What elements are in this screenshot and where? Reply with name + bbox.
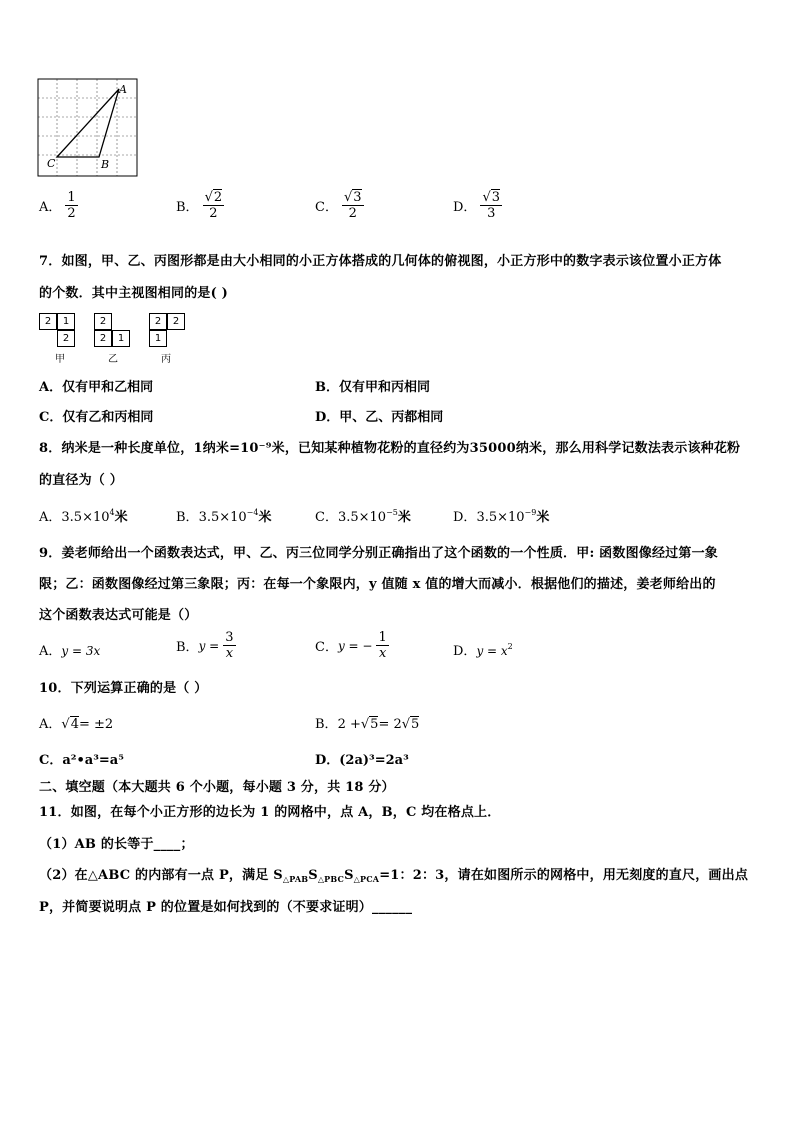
q6-option-d-letter: D． bbox=[453, 200, 477, 215]
q8-c-exponent: −5 bbox=[386, 508, 398, 517]
q9-option-a[interactable] bbox=[39, 640, 100, 659]
q6-option-d[interactable] bbox=[453, 190, 502, 221]
view-yi-cell-3: 1 bbox=[112, 330, 130, 347]
q6-option-a-fraction bbox=[65, 190, 77, 221]
q10-a-sqrt-sign: √ bbox=[61, 717, 70, 732]
q8-option-a[interactable] bbox=[39, 506, 128, 525]
q11-sub-2-s-letter-3: S bbox=[344, 868, 354, 883]
view-jia-cell-1: 2 bbox=[39, 313, 57, 330]
q8-a-letter: A． bbox=[39, 510, 62, 525]
q10-stem: 10．下列运算正确的是（ ） bbox=[39, 681, 208, 696]
q7-option-a[interactable]: A．仅有甲和乙相同 bbox=[39, 380, 154, 395]
q6-c-denominator: 2 bbox=[348, 206, 357, 221]
q8-c-unit: 米 bbox=[397, 510, 411, 525]
q11-sub-2-s1: △PAB bbox=[282, 874, 309, 884]
q8-d-exponent: −9 bbox=[524, 508, 537, 517]
q10-option-a[interactable] bbox=[39, 713, 113, 732]
q8-stem-line-1: 8．纳米是一种长度单位，1纳米=10⁻⁹米，已知某种植物花粉的直径约为35000纳米，那么用科学记数法表示该种花粉 bbox=[39, 441, 741, 456]
q6-option-c[interactable] bbox=[315, 190, 364, 221]
view-bing-caption: 丙 bbox=[161, 354, 171, 365]
q6-b-radicand: 2 bbox=[213, 190, 223, 205]
q10-a-radicand: 4 bbox=[70, 717, 79, 732]
q8-d-letter: D． bbox=[453, 510, 477, 525]
q9-b-lhs: y = bbox=[198, 638, 220, 653]
q8-a-base: 3.5×10 bbox=[61, 510, 110, 525]
q8-d-unit: 米 bbox=[536, 510, 550, 525]
q9-c-denominator: x bbox=[378, 646, 387, 661]
q6-b-numerator: √2 bbox=[204, 190, 223, 205]
q9-d-lhs: y = x bbox=[476, 644, 508, 658]
q9-a-expression: y = 3x bbox=[61, 644, 101, 658]
q8-option-b[interactable] bbox=[176, 506, 271, 525]
q11-sub-2 bbox=[39, 864, 748, 884]
q11-stem-line-1: 11．如图，在每个小正方形的边长为 1 的网格中，点 A，B，C 均在格点上． bbox=[39, 805, 501, 820]
q10-b-sqrt-sign: √ bbox=[360, 717, 370, 732]
q10-b-radicand: 5 bbox=[370, 717, 379, 732]
q11-sub-2-pre: （2）在△ABC 的内部有一点 P，满足 S bbox=[39, 868, 283, 883]
q10-option-d[interactable]: D．(2a)³=2a³ bbox=[315, 753, 409, 768]
q11-sub-2-s3: △PCA bbox=[353, 874, 380, 884]
q6-option-a[interactable] bbox=[39, 190, 78, 221]
q9-c-fraction bbox=[376, 630, 388, 661]
q6-option-c-letter: C． bbox=[315, 200, 338, 215]
q6-a-numerator: 1 bbox=[67, 190, 76, 205]
q9-stem-line-1: 9．姜老师给出一个函数表达式，甲、乙、丙三位同学分别正确指出了这个函数的一个性质．甲: 函数图像经过第一象 bbox=[39, 546, 718, 561]
view-jia-cell-3: 2 bbox=[57, 330, 75, 347]
q11-sub-1: （1）AB 的长等于____； bbox=[39, 837, 194, 852]
q8-option-d[interactable] bbox=[453, 506, 549, 525]
q7-stem-line-1: 7．如图，甲、乙、丙图形都是由大小相同的小正方体搭成的几何体的俯视图，小正方形中的数字表示该位置小正方体 bbox=[39, 254, 722, 269]
q10-b-mid: = 2 bbox=[378, 717, 402, 732]
view-bing-cell-1: 2 bbox=[149, 313, 167, 330]
view-yi-caption: 乙 bbox=[108, 354, 118, 365]
q9-a-letter: A． bbox=[39, 644, 62, 659]
q6-d-numerator: √3 bbox=[482, 190, 501, 205]
q6-c-numerator: √3 bbox=[343, 190, 362, 205]
q9-d-letter: D． bbox=[453, 644, 477, 659]
q9-c-lhs: y = − bbox=[337, 638, 373, 653]
view-bing-cell-2: 2 bbox=[167, 313, 185, 330]
q8-c-base: 3.5×10 bbox=[337, 510, 387, 525]
q7-option-c[interactable]: C．仅有乙和丙相同 bbox=[39, 410, 154, 425]
point-label-c: C bbox=[47, 157, 56, 170]
view-yi-cell-2: 2 bbox=[94, 330, 112, 347]
q8-c-letter: C． bbox=[315, 510, 338, 525]
view-jia-cell-2: 1 bbox=[57, 313, 75, 330]
q6-option-b-letter: B． bbox=[176, 200, 199, 215]
q8-d-base: 3.5×10 bbox=[476, 510, 525, 525]
q10-b-sqrt-sign-2: √ bbox=[401, 717, 411, 732]
view-jia-caption: 甲 bbox=[55, 354, 65, 365]
q11-sub-2-s2: △PBC bbox=[317, 874, 345, 884]
q10-a-letter: A． bbox=[39, 717, 62, 732]
q9-stem-line-2: 限；乙：函数图像经过第三象限；丙：在每一个象限内，y 值随 x 值的增大而减小．根据他们的描述，姜老师给出的 bbox=[39, 577, 716, 592]
q6-option-d-fraction bbox=[480, 190, 502, 221]
q7-stem-line-2: 的个数．其中主视图相同的是( ) bbox=[39, 286, 229, 301]
q8-b-exponent: −4 bbox=[246, 508, 259, 517]
q8-a-exponent: 4 bbox=[109, 508, 115, 517]
q6-option-a-letter: A． bbox=[39, 200, 62, 215]
section-2-heading: 二、填空题（本大题共 6 个小题，每小题 3 分，共 18 分） bbox=[39, 780, 395, 795]
q9-b-letter: B． bbox=[176, 640, 199, 655]
q10-option-b[interactable] bbox=[315, 713, 419, 732]
q11-sub-2-post: =1：2：3，请在如图所示的网格中，用无刻度的直尺，画出点 bbox=[379, 868, 749, 883]
view-yi-cell-1: 2 bbox=[94, 313, 112, 330]
q10-b-lhs: 2 + bbox=[337, 717, 361, 732]
q6-option-b-fraction bbox=[203, 190, 225, 221]
q9-option-d[interactable] bbox=[453, 640, 513, 659]
q8-b-letter: B． bbox=[176, 510, 199, 525]
q7-option-d[interactable]: D．甲、乙、丙都相同 bbox=[315, 410, 444, 425]
q6-option-b[interactable] bbox=[176, 190, 224, 221]
q9-d-exponent: 2 bbox=[507, 642, 513, 651]
triangle-abc bbox=[57, 89, 119, 157]
q8-b-base: 3.5×10 bbox=[198, 510, 247, 525]
q6-d-denominator: 3 bbox=[487, 206, 496, 221]
q6-b-denominator: 2 bbox=[209, 206, 218, 221]
q11-sub-2-s-letter-2: S bbox=[308, 868, 318, 883]
q9-option-c[interactable] bbox=[315, 630, 389, 661]
q9-option-b[interactable] bbox=[176, 630, 236, 661]
q9-b-denominator: x bbox=[225, 646, 234, 661]
q7-option-b[interactable]: B．仅有甲和丙相同 bbox=[315, 380, 430, 395]
q10-b-radicand-2: 5 bbox=[411, 717, 420, 732]
q10-a-rhs: = ±2 bbox=[78, 717, 114, 732]
q8-a-unit: 米 bbox=[114, 510, 128, 525]
q9-b-numerator: 3 bbox=[225, 630, 234, 645]
q10-option-c[interactable]: C．a²•a³=a⁵ bbox=[39, 753, 124, 768]
q9-stem-line-3: 这个函数表达式可能是（） bbox=[39, 608, 198, 623]
q6-c-radicand: 3 bbox=[353, 190, 362, 205]
q11-stem-line-3: P，并简要说明点 P 的位置是如何找到的（不要求证明）______ bbox=[39, 900, 413, 915]
point-label-a: A bbox=[119, 83, 127, 96]
q9-b-fraction bbox=[223, 630, 235, 661]
q8-b-unit: 米 bbox=[258, 510, 272, 525]
q9-c-letter: C． bbox=[315, 640, 338, 655]
view-bing-cell-3: 1 bbox=[149, 330, 167, 347]
q8-stem-line-2: 的直径为（ ） bbox=[39, 473, 123, 488]
q10-b-letter: B． bbox=[315, 717, 338, 732]
q9-c-numerator: 1 bbox=[378, 630, 387, 645]
q6-d-radicand: 3 bbox=[491, 190, 501, 205]
point-label-b: B bbox=[101, 158, 110, 171]
q8-option-c[interactable] bbox=[315, 506, 411, 525]
q6-a-denominator: 2 bbox=[67, 206, 76, 221]
q6-option-c-fraction bbox=[342, 190, 364, 221]
